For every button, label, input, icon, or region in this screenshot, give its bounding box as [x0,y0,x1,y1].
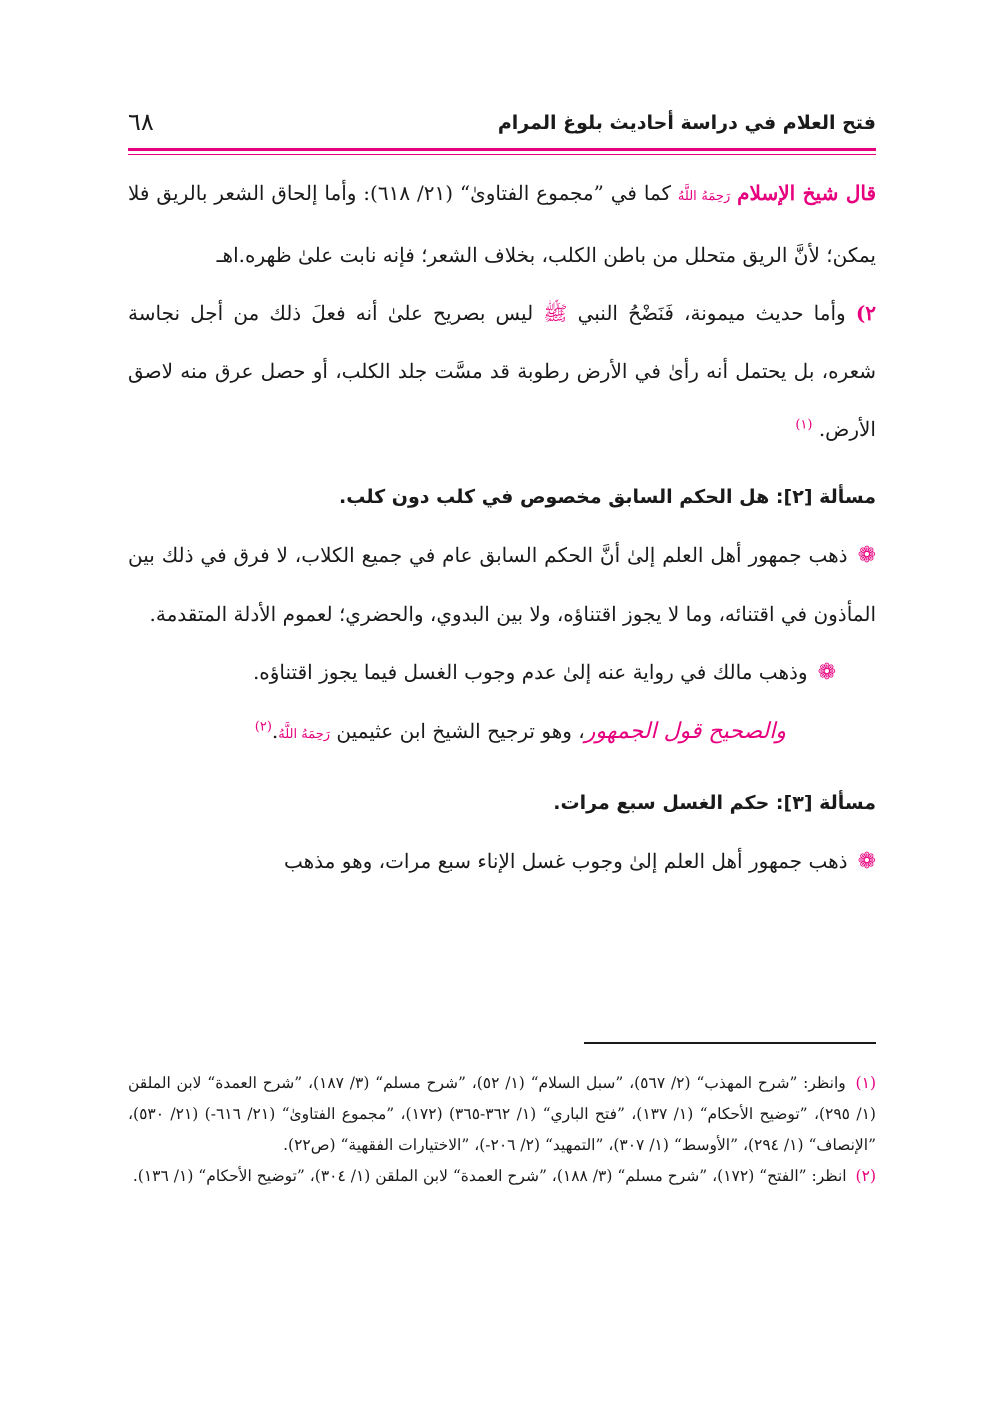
issue-heading-2 [128,468,876,526]
issue-title: هل الحكم السابق مخصوص في كلب دون كلب. [339,486,770,508]
footnote-text: انظر: ”الفتح“ (١٧٢)، ”شرح مسلم“ (٣/ ١٨٨)، ”شرح العمدة“ لابن الملقن (١/ ٣٠٤)، ”توضيح الأحكام“ (١/ ١٣٦). [132,1167,847,1185]
point-number: ٢) [855,301,877,325]
footnote-1 [128,1068,876,1161]
footnotes [128,1068,876,1192]
bullet-text: وذهب مالك في رواية عنه إلىٰ عدم وجوب الغسل فيما يجوز اقتناؤه. [252,660,808,684]
footnote-ref-1[interactable]: (١) [795,417,813,433]
issue-title: حكم الغسل سبع مرات. [553,792,770,814]
footnote-number: (١) [855,1074,876,1092]
salutation-glyph: ﷺ [543,301,568,325]
footnote-2 [128,1161,876,1192]
conclusion-text: ، وهو ترجيح الشيخ ابن عثيمين [336,719,585,743]
point-text-a: وأما حديث ميمونة، فَنَضْحُ النبي [577,301,846,325]
footnote-separator [584,1042,876,1044]
bullet-text: ذهب جمهور أهل العلم إلىٰ أنَّ الحكم السابق عام في جميع الكلاب، لا فرق في ذلك بين المأذون في اقتنائه، وما لا يجوز اقتناؤه، ولا بين البدوي، والحضري؛ لعموم الأدلة المتقدمة. [128,543,876,626]
paragraph-quote [128,164,876,284]
flower-bullet-icon: ❁ [857,543,876,568]
flower-bullet-icon: ❁ [857,849,876,874]
book-title: فتح العلام في دراسة أحاديث بلوغ المرام [497,112,876,134]
quote-text: كما في ”مجموع الفتاوىٰ“ (٢١/ ٦١٨): وأما إلحاق الشعر بالريق فلا يمكن؛ لأنَّ الريق متحلل من باطن الكلب، بخلاف الشعر؛ فإنه نابت علىٰ ظهره.اهـ [128,181,876,267]
honorific: رَحِمَهُ اللَّهُ [677,189,731,204]
honorific: رَحِمَهُ اللَّهُ [278,727,331,742]
issue-label: مسألة [٣]: [775,792,876,814]
quote-lead: قال شيخ الإسلام [737,181,877,205]
header-rule-thin [128,154,876,155]
conclusion-line: والصحيح قول الجمهور، وهو ترجيح الشيخ ابن عثيمين رَحِمَهُ اللَّهُ.$^{(٢)}$ [254,719,786,744]
footnote-text: وانظر: ”شرح المهذب“ (٢/ ٥٦٧)، ”سبل السلام“ (١/ ٥٢)، ”شرح مسلم“ (٣/ ١٨٧)، ”شرح العمدة“ لابن الملقن (١/ ٢٩٥)، ”توضيح الأحكام“ (١/ ١٣٧)، ”فتح الباري“ (١/ ٣٦٢-٣٦٥) (١٧٢)، ”مجموع الفتاوىٰ“ (٢١/ ٦١٦-) (٢١/ ٥٣٠)، ”الإنصاف“ (١/ ٢٩٤)، ”الأوسط“ (١/ ٣٠٧)، ”التمهيد“ (٢/ ٢٠٦-)، ”الاختيارات الفقهية“ (ص٢٢). [128,1074,876,1154]
footnote-ref-2[interactable]: (٢) [254,719,272,735]
bullet-text: ذهب جمهور أهل العلم إلىٰ وجوب غسل الإناء سبع مرات، وهو مذهب [283,849,848,873]
conclusion-script: والصحيح قول الجمهور [584,719,786,744]
header-rule-thick [128,148,876,151]
bullet-paragraph-3 [128,832,876,891]
page-number: ٦٨ [128,108,154,136]
issue-heading-3 [128,774,876,832]
running-header [128,108,876,148]
bullet-paragraph-2 [128,643,876,702]
main-text [128,164,876,891]
issue-label: مسألة [٢]: [775,486,876,508]
point-text-b: ليس بصريح علىٰ أنه فعلَ ذلك من أجل نجاسة شعره، بل يحتمل أنه رأىٰ في الأرض رطوبة قد مسَّت جلد الكلب، أو حصل عرق منه لاصق الأرض. [128,301,876,441]
paragraph-point-2 [128,284,876,458]
flower-bullet-icon: ❁ [817,660,836,685]
footnote-number: (٢) [855,1167,876,1185]
bullet-paragraph-1 [128,526,876,643]
